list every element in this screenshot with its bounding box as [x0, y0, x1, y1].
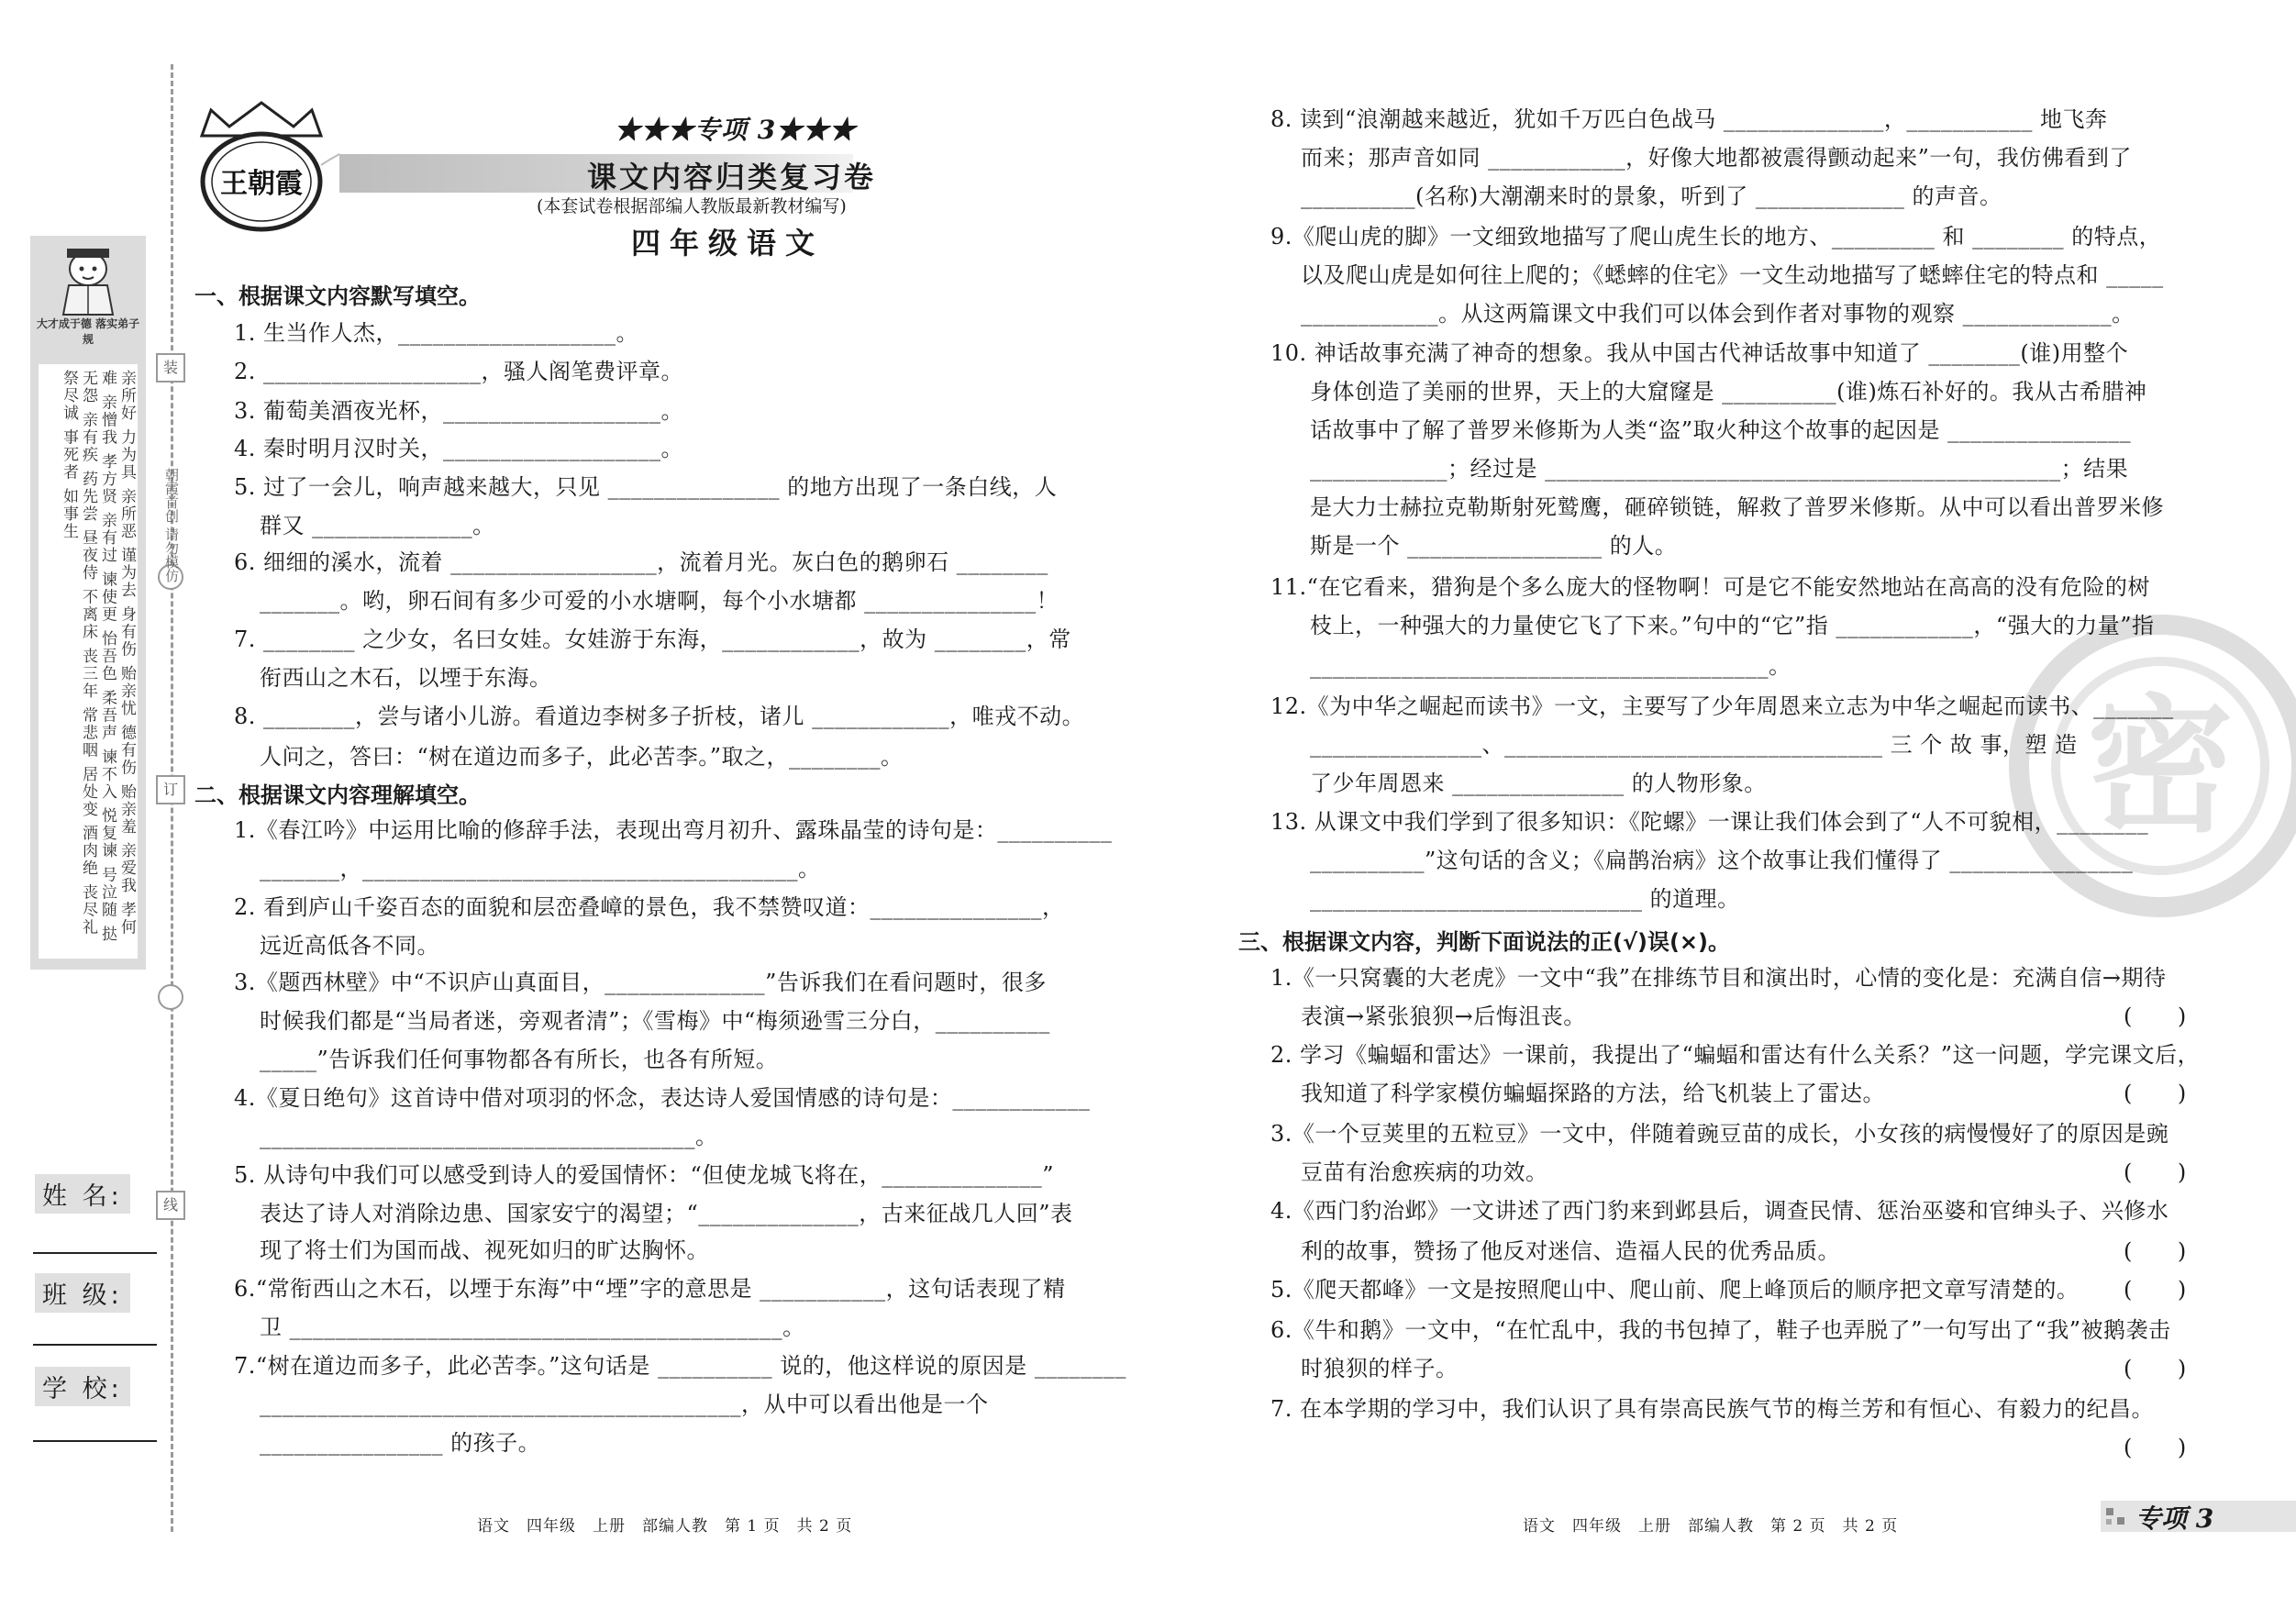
question-line: 7.“树在道边而多子，此必苦李。”这句话是 __________ 说的，他这样说的原因是 ________: [234, 1353, 1126, 1379]
answer-paren[interactable]: ( ): [2124, 1159, 2187, 1185]
motto-heading: 大才成于德 落实弟子规: [36, 317, 140, 346]
question-line: _______，______________________________________。: [260, 856, 821, 882]
special-topic: ★★★专项 3★★★: [615, 115, 857, 145]
binding-word-xian: 线: [156, 1191, 185, 1220]
question-line: 了少年周恩来 _______________ 的人物形象。: [1310, 771, 1767, 796]
question-line: 以及爬山虎是如何往上爬的；《蟋蟀的住宅》一文生动地描写了蟋蟀住宅的特点和 _____: [1301, 262, 2164, 288]
question-line: _______。哟，卵石间有多少可爱的小水塘啊，每个小水塘都 _______________！: [260, 588, 1059, 614]
question-line: 9.《爬山虎的脚》一文细致地描写了爬山虎生长的地方、_________ 和 ________ 的特点，: [1270, 224, 2162, 250]
question-line: 枝上，一种强大的力量使它飞了下来。”句中的“它”指 ____________，“强大的力量”指: [1310, 613, 2155, 638]
judgement-line: 7. 在本学期的学习中，我们认识了具有崇高民族气节的梅兰芳和有恒心、有毅力的纪昌。: [1270, 1396, 2155, 1422]
question-line: 2. ___________________，骚人阁笔费评章。: [234, 359, 684, 384]
name-label: 姓 名:: [35, 1174, 130, 1214]
section-3-heading: 三、根据课文内容，判断下面说法的正(√)误(×)。: [1238, 929, 1730, 955]
question-line: ____________；经过是 _____________________________________________；结果: [1310, 456, 2129, 482]
judgement-line: 表演→紧张狼狈→后悔沮丧。: [1301, 1004, 1586, 1029]
question-line: 人问之，答曰：“树在道边而多子，此必苦李。”取之，________。: [260, 744, 904, 770]
question-line: __________________________________________，从中可以看出他是一个: [260, 1392, 989, 1417]
corner-label: 专项 3: [2135, 1503, 2214, 1534]
question-line: 6.“常衔西山之木石，以堙于东海”中“堙”字的意思是 ___________，这句话表现了精: [234, 1276, 1066, 1302]
question-line: 斯是一个 _________________ 的人。: [1310, 533, 1678, 559]
answer-paren[interactable]: ( ): [2124, 1004, 2187, 1029]
section-2-heading: 二、根据课文内容理解填空。: [194, 782, 481, 808]
answer-paren[interactable]: ( ): [2124, 1435, 2187, 1460]
binding-word-ding: 订: [156, 775, 185, 804]
question-line: 卫 ___________________________________________。: [260, 1314, 805, 1340]
question-line: 4. 秦时明月汉时关，___________________。: [234, 436, 684, 461]
class-field[interactable]: [33, 1344, 157, 1346]
logo-text: 王朝霞: [220, 168, 303, 200]
judgement-line: 2. 学习《蝙蝠和雷达》一课前，我提出了“蝙蝠和雷达有什么关系？”这一问题，学完课文后，: [1270, 1042, 2201, 1068]
section-1-heading: 一、根据课文内容默写填空。: [194, 283, 481, 309]
question-line: 11.“在它看来，猎狗是个多么庞大的怪物啊！可是它不能安然地站在高高的没有危险的树: [1270, 574, 2150, 600]
question-line: ________________________________________。: [1310, 653, 1791, 679]
binding-hole: [158, 984, 183, 1010]
judgement-line: 豆苗有治愈疾病的功效。: [1301, 1159, 1548, 1185]
scholar-mascot-icon: [49, 241, 128, 316]
question-line: 话故事中了解了普罗米修斯为人类“盗”取火种这个故事的起因是 ________________: [1310, 417, 2132, 443]
name-field[interactable]: [33, 1252, 157, 1254]
subtitle: (本套试卷根据部编人教版最新教材编写): [537, 196, 847, 216]
judgement-line: 3.《一个豆荚里的五粒豆》一文中，伴随着豌豆苗的成长，小女孩的病慢慢好了的原因是豌: [1270, 1121, 2169, 1147]
question-line: _______________、_________________________________ 三 个 故 事，塑 造: [1310, 732, 2078, 758]
judgement-line: 5.《爬天都峰》一文是按照爬山中、爬山前、爬上峰顶后的顺序把文章写清楚的。: [1270, 1277, 2080, 1303]
question-line: 时候我们都是“当局者迷，旁观者清”；《雪梅》中“梅须逊雪三分白，__________: [260, 1008, 1050, 1034]
question-line: 6. 细细的溪水，流着 __________________，流着月光。灰白色的鹅卵石 ________: [234, 549, 1048, 575]
question-line: 8. ________，尝与诸小儿游。看道边李树多子折枝，诸儿 ____________，唯戎不动。: [234, 704, 1085, 729]
school-field[interactable]: [33, 1440, 157, 1442]
question-line: 衔西山之木石，以堙于东海。: [260, 665, 552, 691]
question-line: 1. 生当作人杰，___________________。: [234, 320, 639, 346]
question-line: 群又 ______________。: [260, 513, 495, 538]
question-line: 12.《为中华之崛起而读书》一文，主要写了少年周恩来立志为中华之崛起而读书、_______: [1270, 693, 2174, 719]
watermark-char: 密: [2086, 680, 2234, 852]
question-line: 4.《夏日绝句》这首诗中借对项羽的怀念，表达诗人爱国情感的诗句是：____________: [234, 1085, 1091, 1111]
brand-logo: [183, 101, 339, 238]
binding-word-zhuang: 装: [156, 353, 185, 383]
page-title: 课文内容归类复习卷: [587, 160, 877, 194]
judgement-line: 我知道了科学家模仿蝙蝠探路的方法，给飞机装上了雷达。: [1301, 1081, 1885, 1106]
question-line: 7. ________ 之少女，名曰女娃。女娃游于东海，____________，故为 ________，常: [234, 627, 1071, 652]
school-label: 学 校:: [35, 1367, 130, 1406]
question-line: 3.《题西林壁》中“不识庐山真面目，______________”告诉我们在看问题时，很多: [234, 970, 1047, 995]
question-line: 身体创造了美丽的世界，天上的大窟窿是 __________(谁)炼石补好的。我从古希腊神: [1310, 379, 2147, 405]
question-line: 8. 读到“浪潮越来越近，犹如千万匹白色战马 ______________，___________ 地飞奔: [1270, 106, 2108, 132]
question-line: 13. 从课文中我们学到了很多知识：《陀螺》一课让我们体会到了“人不可貌相，________: [1270, 809, 2149, 835]
question-line: 10. 神话故事充满了神奇的想象。我从中国古代神话故事中知道了 ________(谁)用整个: [1270, 340, 2129, 366]
judgement-line: 时狼狈的样子。: [1301, 1356, 1459, 1381]
judgement-line: 4.《西门豹治邺》一文讲述了西门豹来到邺县后，调查民情、惩治巫婆和官绅头子、兴修水: [1270, 1198, 2169, 1224]
question-line: 1.《春江吟》中运用比喻的修辞手法，表现出弯月初升、露珠晶莹的诗句是：__________: [234, 817, 1113, 843]
copyright-note: 朝霞首创 请勿模仿: [163, 468, 180, 582]
question-line: _____”告诉我们任何事物都各有所长，也各有所短。: [260, 1047, 779, 1072]
question-line: 现了将士们为国而战、视死如归的旷达胸怀。: [260, 1237, 709, 1263]
judgement-line: 1.《一只窝囊的大老虎》一文中“我”在排练节目和演出时，心情的变化是：充满自信→期待: [1270, 965, 2167, 991]
question-line: _____________________________ 的道理。: [1310, 886, 1740, 912]
answer-paren[interactable]: ( ): [2124, 1081, 2187, 1106]
judgement-line: 6.《牛和鹅》一文中，“在忙乱中，我的书包掉了，鞋子也弄脱了”一句写出了“我”被鹅袭击: [1270, 1317, 2171, 1343]
page-footer-right: 语文 四年级 上册 部编人教 第 2 页 共 2 页: [1523, 1517, 1899, 1536]
page-footer-left: 语文 四年级 上册 部编人教 第 1 页 共 2 页: [477, 1517, 853, 1536]
question-line: __________(名称)大潮潮来时的景象，听到了 _____________ 的声音。: [1301, 183, 2002, 209]
motto-text: 亲所好 力为具 亲所恶 谨为去 身有伤 贻亲忧 德有伤 贻亲羞 亲爱我 孝何难 亲憎我 孝方贤 亲有过 谏使更 怡吾色 柔吾声 谏不入 悦复谏 号泣随 挞无怨 亲有疾 药先尝 昼夜侍 不离床 丧三年 常悲咽 居处变 酒肉绝 丧尽礼 祭尽诚 事死者 如事生: [39, 364, 138, 959]
question-line: 3. 葡萄美酒夜光杯，___________________。: [234, 398, 684, 424]
answer-paren[interactable]: ( ): [2124, 1356, 2187, 1381]
question-line: __________”这句话的含义；《扁鹊治病》这个故事让我们懂得了 ________________: [1310, 848, 2134, 873]
question-line: 而来；那声音如同 ____________，好像大地都被震得颤动起来”一句，我仿佛看到了: [1301, 145, 2132, 171]
question-line: 5. 过了一会儿，响声越来越大，只见 _______________ 的地方出现了一条白线，人: [234, 474, 1058, 500]
grade-subject: 四年级语文: [631, 226, 825, 261]
question-line: ____________。从这两篇课文中我们可以体会到作者对事物的观察 _____________。: [1301, 301, 2135, 327]
question-line: 是大力士赫拉克勒斯射死鹫鹰，砸碎锁链，解救了普罗米修斯。从中可以看出普罗米修: [1310, 494, 2164, 520]
question-line: 5. 从诗句中我们可以感受到诗人的爱国情怀：“但使龙城飞将在，______________”: [234, 1162, 1055, 1188]
question-line: 远近高低各不同。: [260, 933, 439, 959]
question-line: ________________ 的孩子。: [260, 1430, 541, 1456]
class-label: 班 级:: [35, 1273, 130, 1313]
question-line: 表达了诗人对消除边患、国家安宁的渴望；“______________，古来征战几人回”表: [260, 1201, 1073, 1226]
answer-paren[interactable]: ( ): [2124, 1277, 2187, 1303]
answer-paren[interactable]: ( ): [2124, 1238, 2187, 1264]
motto-panel: [30, 236, 146, 970]
question-line: 2. 看到庐山千姿百态的面貌和层峦叠嶂的景色，我不禁赞叹道：_______________，: [234, 894, 1065, 920]
judgement-line: 利的故事，赞扬了他反对迷信、造福人民的优秀品质。: [1301, 1238, 1840, 1264]
question-line: ______________________________________。: [260, 1124, 718, 1149]
